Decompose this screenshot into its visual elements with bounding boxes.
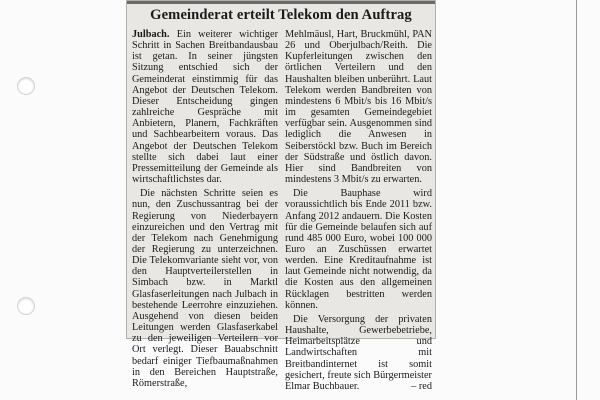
article-left-column [132,29,278,389]
page-edge-line [576,0,577,400]
right-paragraph-3-text: Die Versorgung der privaten Haushalte, Gewerbebetriebe, Heimarbeitsplätze und Landwirtschaften mit Breitbandinternet ist somit gesichert, freute sich Bürgermeister Elmar Buchbauer. [285,313,432,392]
newspaper-clipping [126,0,436,392]
punch-hole-top [17,77,35,95]
article-right-column [285,29,432,392]
right-paragraph-3 [285,314,432,392]
left-paragraph-1-text: Ein weiterer wichtiger Schritt in Sachen Breitbandausbau ist getan. In seiner jüngsten Sitzung entschied sich der Gemeinderat einstimmig für das Angebot der Deutschen Telekom. Dieser Entscheidung gingen zahlreiche Gespräche mit Anbietern, Planern, Fachkräften und Sachbearbeitern voraus. Das Angebot der Deutschen Telekom stellte sich dabei laut einer Pressemitteilung der Gemeinde als wirtschaftlichstes dar. [132,29,278,186]
right-paragraph-2: Die Bauphase wird voraussichtlich bis Ende 2011 bzw. Anfang 2012 andauern. Die Kosten für die Gemeinde belaufen sich auf rund 485 000 Euro, wobei 100 000 Euro an Zuschüssen erwartet werden. Eine Kreditaufnahme ist laut Gemeinde nicht notwendig, da die Kosten aus den allgemeinen Rücklagen bestritten werden können. [285,188,432,311]
right-paragraph-1: Mehlmäusl, Hart, Bruckmühl, PAN 26 und Oberjulbach/Reith. Die Kupferleitungen zwischen den örtlichen Verteilern und den Haushalten bleiben unberührt. Laut Telekom werden Bandbreiten von mindestens 6 Mbit/s bis 16 Mbit/s im gesamten Gemeindegebiet verfügbar sein. Ausgenommen sind lediglich die Anwesen in Seiberstöckl bzw. Buch im Bereich der Südstraße und östlich davon. Hier sind Bandbreiten von mindestens 3 Mbit/s zu erwarten. [285,29,432,186]
punch-hole-bottom [17,297,35,315]
article-headline: Gemeinderat erteilt Telekom den Auftrag [150,7,412,23]
article-author: – red [411,380,432,392]
clipping-top-strip [127,1,435,4]
article-place: Julbach. [132,29,170,40]
left-paragraph-1 [132,29,278,185]
left-paragraph-2: Die nächsten Schritte seien es nun, den Zuschussantrag bei der Regierung von Niederbayern einzureichen und den Vertrag mit der Telekom nach Genehmigung der Regierung zu unterzeichnen. Die Telekomvariante sieht vor, von den Hauptverteilerstellen in Simbach bzw. in Marktl Glasfaserleitungen nach Julbach in bestehende Leerrohre einzuziehen. Ausgehend von diesen beiden Leitungen werden Glasfaserkabel zu den jeweiligen Verteilern vor Ort verlegt. Dieser Bauabschnitt bedarf einiger Tiefbaumaßnahmen in den Bereichen Hauptstraße, Römerstraße, [132,188,278,389]
